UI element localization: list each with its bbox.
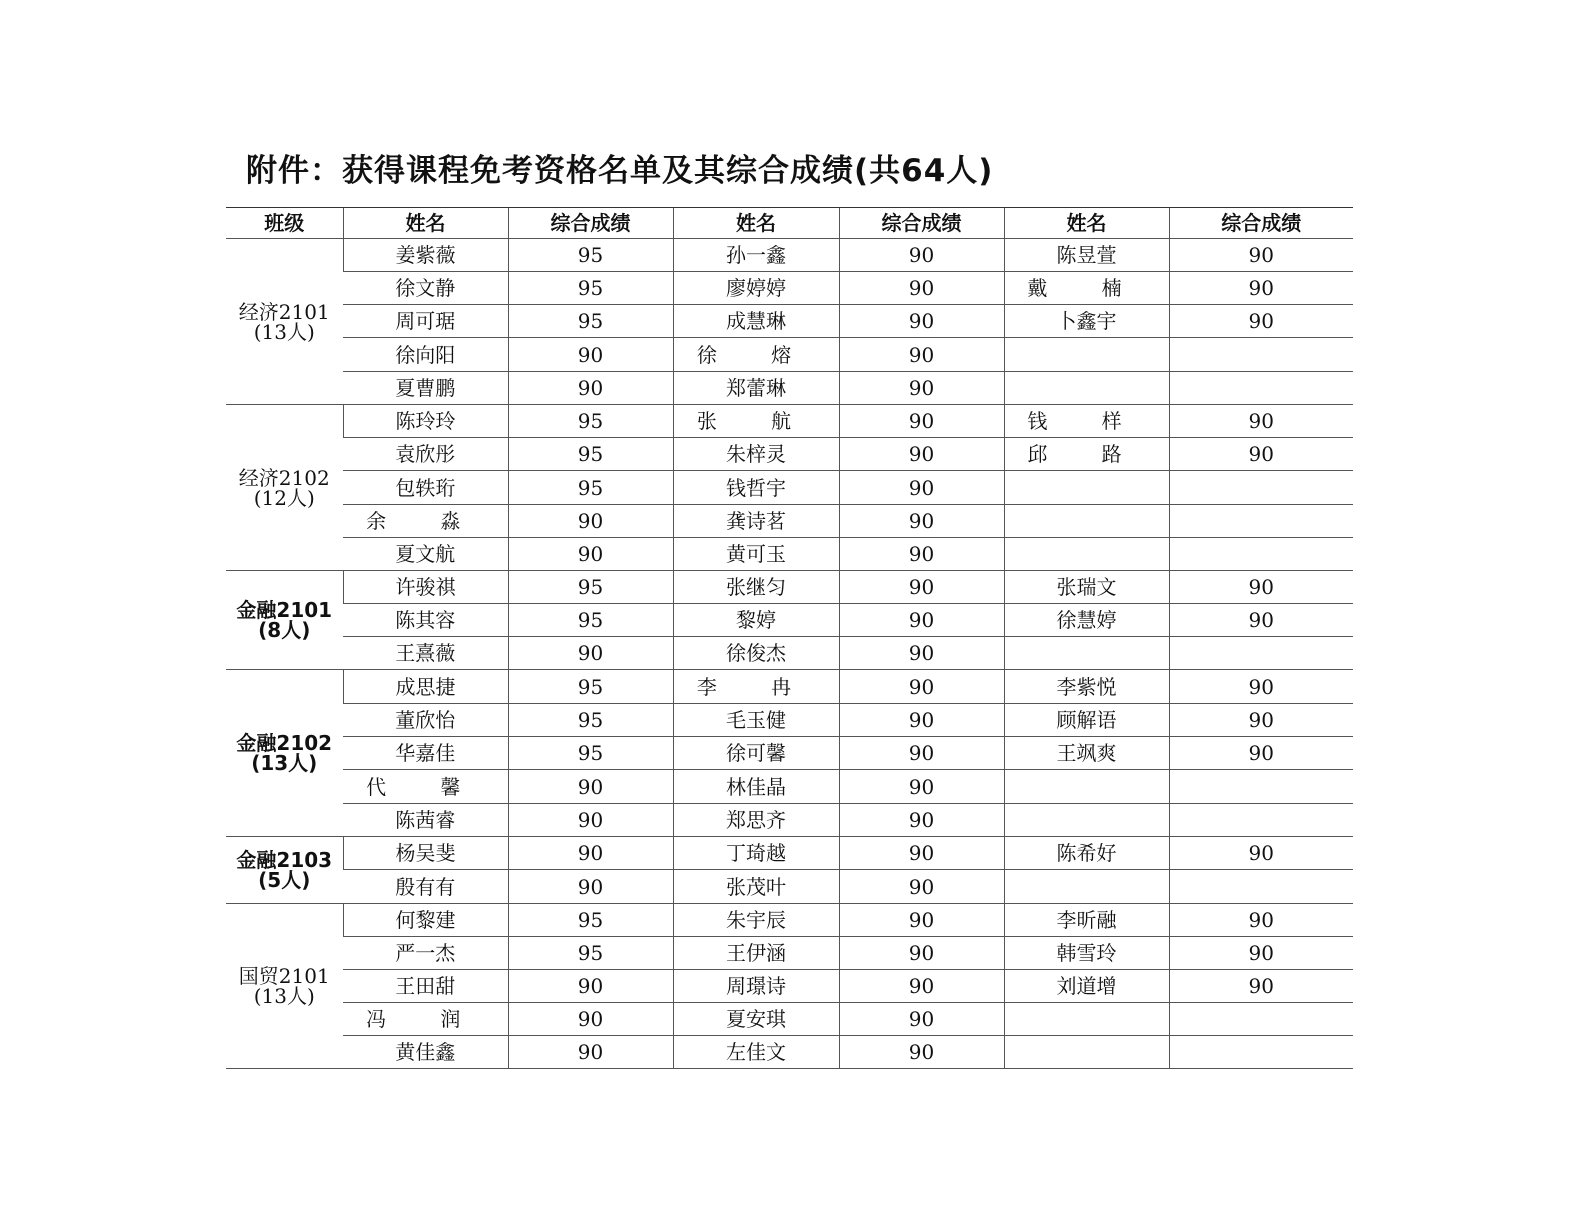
table-row <box>226 505 1353 538</box>
table-row <box>226 704 1353 737</box>
student-name: 黎婷 <box>673 604 839 637</box>
student-name: 钱哲宇 <box>673 471 839 505</box>
student-score: 90 <box>839 604 1004 637</box>
student-name: 董欣怡 <box>343 704 508 737</box>
header-score-2: 综合成绩 <box>839 208 1004 239</box>
student-name: 夏安琪 <box>673 1003 839 1036</box>
student-score: 90 <box>839 937 1004 970</box>
student-name: 严一杰 <box>343 937 508 970</box>
class-name: 金融2102 <box>236 731 333 755</box>
student-score: 95 <box>508 704 673 737</box>
student-score: 90 <box>839 804 1004 837</box>
student-name: 徐 熔 <box>673 338 839 372</box>
student-score <box>1169 505 1353 538</box>
student-name <box>1004 770 1169 804</box>
student-name: 杨吴斐 <box>343 837 508 870</box>
student-name: 周可琚 <box>343 305 508 338</box>
student-score: 90 <box>508 837 673 870</box>
student-name: 徐慧婷 <box>1004 604 1169 637</box>
table-row <box>226 804 1353 837</box>
student-name: 徐文静 <box>343 272 508 305</box>
table-row <box>226 937 1353 970</box>
student-name: 周璟诗 <box>673 970 839 1003</box>
student-score: 90 <box>508 1003 673 1036</box>
student-name: 成思捷 <box>343 670 508 704</box>
class-label <box>226 670 343 837</box>
student-score: 90 <box>508 770 673 804</box>
student-score: 90 <box>508 538 673 571</box>
student-score: 90 <box>839 770 1004 804</box>
table-row <box>226 1003 1353 1036</box>
student-name <box>1004 538 1169 571</box>
student-name: 李昕融 <box>1004 904 1169 937</box>
class-name: 经济2102 <box>238 465 330 490</box>
student-name: 余 淼 <box>343 505 508 538</box>
student-score: 90 <box>1169 704 1353 737</box>
student-name <box>1004 804 1169 837</box>
student-score <box>1169 372 1353 405</box>
table-row <box>226 239 1353 272</box>
student-name <box>1004 637 1169 670</box>
student-score: 90 <box>839 837 1004 870</box>
student-name: 徐俊杰 <box>673 637 839 670</box>
student-name: 夏文航 <box>343 538 508 571</box>
table-row <box>226 970 1353 1003</box>
student-score <box>1169 804 1353 837</box>
class-name: 金融2101 <box>236 598 333 622</box>
student-score: 90 <box>1169 904 1353 937</box>
table-row <box>226 571 1353 604</box>
student-name: 陈玲玲 <box>343 405 508 438</box>
student-name: 袁欣彤 <box>343 438 508 471</box>
student-score: 90 <box>1169 305 1353 338</box>
table-row <box>226 471 1353 505</box>
student-score: 90 <box>508 1036 673 1069</box>
student-score: 90 <box>508 804 673 837</box>
student-score: 90 <box>508 637 673 670</box>
student-name: 林佳晶 <box>673 770 839 804</box>
student-score <box>1169 338 1353 372</box>
student-score <box>1169 770 1353 804</box>
student-name: 张茂叶 <box>673 870 839 904</box>
student-score: 90 <box>839 338 1004 372</box>
student-name: 韩雪玲 <box>1004 937 1169 970</box>
class-label <box>226 405 343 571</box>
student-name: 夏曹鹏 <box>343 372 508 405</box>
page-title: 附件：获得课程免考资格名单及其综合成绩(共64人) <box>246 153 994 189</box>
student-name: 邱 路 <box>1004 438 1169 471</box>
student-score: 95 <box>508 405 673 438</box>
student-score: 90 <box>1169 837 1353 870</box>
student-name <box>1004 338 1169 372</box>
header-score-1: 综合成绩 <box>508 208 673 239</box>
table-row <box>226 338 1353 372</box>
student-score <box>1169 471 1353 505</box>
student-score: 90 <box>1169 239 1353 272</box>
student-name: 朱梓灵 <box>673 438 839 471</box>
table-row <box>226 737 1353 770</box>
student-name: 包轶珩 <box>343 471 508 505</box>
student-name: 戴 楠 <box>1004 272 1169 305</box>
table-body <box>226 239 1353 1069</box>
student-name: 郑思齐 <box>673 804 839 837</box>
class-count: (12人) <box>253 485 315 510</box>
student-score: 90 <box>839 239 1004 272</box>
student-name: 廖婷婷 <box>673 272 839 305</box>
student-name: 左佳文 <box>673 1036 839 1069</box>
class-count: (5人) <box>258 868 311 892</box>
student-name: 顾解语 <box>1004 704 1169 737</box>
student-name: 成慧琳 <box>673 305 839 338</box>
student-score: 90 <box>508 505 673 538</box>
exemption-table <box>226 207 1353 1069</box>
table-row <box>226 538 1353 571</box>
student-score: 90 <box>839 637 1004 670</box>
class-count: (8人) <box>258 618 311 642</box>
student-name: 代 馨 <box>343 770 508 804</box>
student-name: 卜鑫宇 <box>1004 305 1169 338</box>
student-score: 90 <box>508 970 673 1003</box>
student-name: 姜紫薇 <box>343 239 508 272</box>
student-score: 90 <box>1169 571 1353 604</box>
class-count: (13人) <box>251 751 318 775</box>
student-score: 90 <box>1169 970 1353 1003</box>
student-name: 刘道增 <box>1004 970 1169 1003</box>
student-score: 90 <box>839 1003 1004 1036</box>
student-name: 龚诗茗 <box>673 505 839 538</box>
class-name: 国贸2101 <box>238 964 330 988</box>
student-score: 95 <box>508 670 673 704</box>
student-name: 黄可玉 <box>673 538 839 571</box>
student-name <box>1004 372 1169 405</box>
student-name <box>1004 471 1169 505</box>
student-score: 90 <box>1169 272 1353 305</box>
student-score <box>1169 1003 1353 1036</box>
student-name: 徐向阳 <box>343 338 508 372</box>
student-score: 95 <box>508 571 673 604</box>
student-score: 90 <box>839 670 1004 704</box>
table-row <box>226 438 1353 471</box>
class-name: 金融2103 <box>236 848 333 872</box>
student-name: 王飒爽 <box>1004 737 1169 770</box>
student-score: 90 <box>1169 604 1353 637</box>
student-name: 王田甜 <box>343 970 508 1003</box>
header-name-1: 姓名 <box>343 208 508 239</box>
student-name: 何黎建 <box>343 904 508 937</box>
student-name: 黄佳鑫 <box>343 1036 508 1069</box>
student-score: 90 <box>1169 737 1353 770</box>
student-score: 90 <box>839 870 1004 904</box>
table-row <box>226 670 1353 704</box>
table-row <box>226 1036 1353 1069</box>
student-name: 陈其容 <box>343 604 508 637</box>
student-score: 90 <box>839 471 1004 505</box>
student-name <box>1004 505 1169 538</box>
student-score: 90 <box>1169 670 1353 704</box>
student-score: 90 <box>839 438 1004 471</box>
student-name: 张瑞文 <box>1004 571 1169 604</box>
student-score: 95 <box>508 904 673 937</box>
class-count: (13人) <box>253 984 315 1008</box>
student-name: 毛玉健 <box>673 704 839 737</box>
student-score: 90 <box>839 505 1004 538</box>
student-score: 90 <box>1169 438 1353 471</box>
class-count: (13人) <box>253 319 315 344</box>
class-label <box>226 239 343 405</box>
table-row <box>226 870 1353 904</box>
student-score: 95 <box>508 937 673 970</box>
table-row <box>226 637 1353 670</box>
table-row <box>226 305 1353 338</box>
student-name: 张 航 <box>673 405 839 438</box>
student-name: 钱 样 <box>1004 405 1169 438</box>
student-score: 90 <box>508 372 673 405</box>
class-label <box>226 571 343 670</box>
table-row <box>226 405 1353 438</box>
student-score: 90 <box>839 970 1004 1003</box>
student-score: 90 <box>1169 405 1353 438</box>
student-name: 陈茜睿 <box>343 804 508 837</box>
student-name: 丁琦越 <box>673 837 839 870</box>
student-name: 李紫悦 <box>1004 670 1169 704</box>
student-score <box>1169 637 1353 670</box>
table-row <box>226 837 1353 870</box>
student-score: 90 <box>839 372 1004 405</box>
student-score: 90 <box>839 704 1004 737</box>
student-score: 95 <box>508 737 673 770</box>
student-name: 许骏祺 <box>343 571 508 604</box>
student-name: 陈希好 <box>1004 837 1169 870</box>
table-row <box>226 272 1353 305</box>
header-score-3: 综合成绩 <box>1169 208 1353 239</box>
student-name: 殷有有 <box>343 870 508 904</box>
student-score: 90 <box>839 538 1004 571</box>
student-score <box>1169 870 1353 904</box>
student-score: 90 <box>839 737 1004 770</box>
student-name: 张继匀 <box>673 571 839 604</box>
student-name: 陈昱萱 <box>1004 239 1169 272</box>
student-score: 95 <box>508 471 673 505</box>
student-score: 90 <box>508 870 673 904</box>
student-name <box>1004 1003 1169 1036</box>
class-label <box>226 904 343 1069</box>
student-score: 95 <box>508 604 673 637</box>
student-name: 王伊涵 <box>673 937 839 970</box>
table-header-row <box>226 208 1353 239</box>
student-score: 90 <box>839 904 1004 937</box>
student-score: 90 <box>839 1036 1004 1069</box>
student-name: 冯 润 <box>343 1003 508 1036</box>
class-label <box>226 837 343 904</box>
student-name: 王熹薇 <box>343 637 508 670</box>
student-name: 朱宇辰 <box>673 904 839 937</box>
header-class: 班级 <box>226 208 343 239</box>
student-name <box>1004 870 1169 904</box>
student-score <box>1169 538 1353 571</box>
header-name-3: 姓名 <box>1004 208 1169 239</box>
header-name-2: 姓名 <box>673 208 839 239</box>
student-score: 90 <box>839 272 1004 305</box>
student-score: 95 <box>508 272 673 305</box>
student-name: 郑蕾琳 <box>673 372 839 405</box>
student-name: 华嘉佳 <box>343 737 508 770</box>
table-row <box>226 604 1353 637</box>
table-row <box>226 372 1353 405</box>
student-score <box>1169 1036 1353 1069</box>
student-name: 徐可馨 <box>673 737 839 770</box>
student-score: 90 <box>839 305 1004 338</box>
student-score: 95 <box>508 438 673 471</box>
student-score: 90 <box>839 405 1004 438</box>
student-score: 90 <box>839 571 1004 604</box>
student-score: 95 <box>508 305 673 338</box>
student-score: 95 <box>508 239 673 272</box>
class-name: 经济2101 <box>238 299 330 324</box>
student-name: 李 冉 <box>673 670 839 704</box>
table-row <box>226 770 1353 804</box>
table-row <box>226 904 1353 937</box>
student-score: 90 <box>1169 937 1353 970</box>
student-name <box>1004 1036 1169 1069</box>
student-score: 90 <box>508 338 673 372</box>
student-name: 孙一鑫 <box>673 239 839 272</box>
